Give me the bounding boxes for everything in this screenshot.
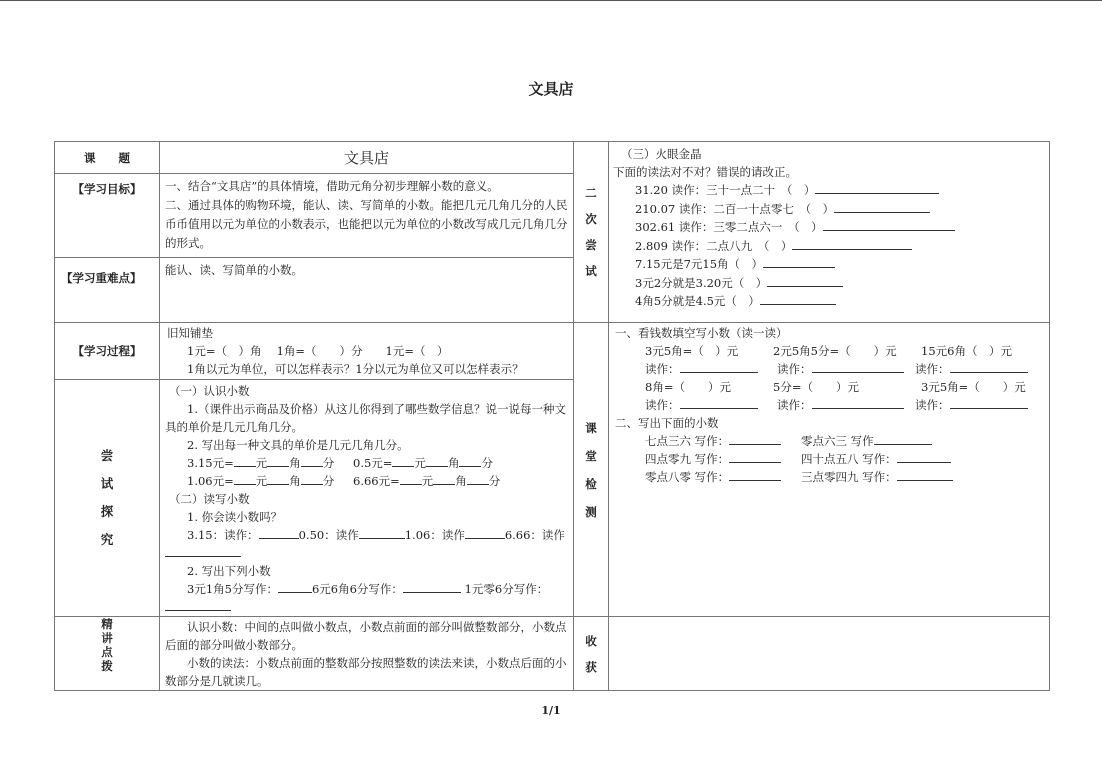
price-row: 1.06元= 元 角 分 6.66元= 元 角 分	[187, 474, 501, 488]
gains-label: 收 获	[574, 617, 609, 691]
gains-area	[609, 617, 1050, 691]
key-points-text: 能认、读、写简单的小数。	[160, 258, 574, 323]
write-row: 四点零九 写作： 四十点五八 写作：	[615, 450, 1045, 468]
lesson-plan-table	[54, 141, 1050, 691]
read-items: 3.15：读作： 0.50：读作 1.06：读作 6.66：读作	[165, 526, 568, 562]
write-row: 七点三六 写作： 零点六三 写作	[615, 432, 1045, 450]
classroom-check-label: 课 堂 检 测	[574, 323, 609, 617]
review-section	[160, 323, 574, 380]
review-line: 1角以元为单位，可以怎样表示？1分以元为单位又可以怎样表示？	[187, 362, 524, 376]
goals-label: 【学习目标】	[55, 174, 160, 258]
fire-item: 7.15元是7元15角（ ）	[635, 255, 1045, 274]
page-title: 文具店	[528, 80, 574, 98]
fire-item: 210.07 读作：二百一十点零七 （ ）	[635, 200, 1045, 219]
review-title: 旧知铺垫	[167, 326, 213, 340]
explore-section	[160, 380, 574, 617]
classroom-check-section	[609, 323, 1050, 617]
fire-instruction: 下面的读法对不对？错误的请改正。	[613, 165, 797, 179]
question: 2. 写出下列小数	[187, 564, 271, 578]
price-row: 3.15元= 元 角 分 0.5元= 元 角 分	[187, 456, 493, 470]
header-rule	[0, 0, 1102, 1]
fire-item: 3元2分就是3.20元（ ）	[635, 274, 1045, 293]
fire-eye-section	[609, 142, 1050, 323]
question: 1.（课件出示商品及价格）从这儿你得到了哪些数学信息？说一说每一种文具的单价是几元几角几分。	[165, 402, 566, 434]
money-row: 3元5角=（ ）元 2元5角5分=（ ）元 15元6角（ ）元	[645, 344, 1012, 358]
money-row: 8角=（ ）元 5分=（ ）元 3元5角=（ ）元	[645, 380, 1026, 394]
page-number: 1/1	[541, 704, 561, 717]
goals-text: 一、结合“文具店”的具体情境，借助元角分初步理解小数的意义。 二、通过具体的购物环境，能认、读、写简单的小数。能把几元几角几分的人民币币值用以元为单位的小数表示，也能把以元为单位的小数改写成几元几角几分的形式。	[160, 174, 574, 258]
read-row: 读作： 读作： 读作：	[615, 396, 1045, 414]
check-section-2: 二、写出下面的小数	[615, 416, 719, 430]
section-1-title: （一）认识小数	[169, 384, 250, 398]
write-items: 3元1角5分写作： 6元6角6分写作： 1元零6分写作：	[165, 580, 568, 616]
key-explanation-text: 认识小数：中间的点叫做小数点，小数点前面的部分叫做整数部分，小数点后面的部分叫做小数部分。 小数的读法：小数点前面的整数部分按照整数的读法来读，小数点后面的小数部分是几就读几。	[160, 617, 574, 691]
write-row: 零点八零 写作： 三点零四九 写作：	[615, 468, 1045, 486]
second-try-label: 二 次 尝 试	[574, 142, 609, 323]
question: 2. 写出每一种文具的单价是几元几角几分。	[187, 438, 409, 452]
topic-value: 文具店	[160, 142, 574, 174]
explore-label: 尝 试 探 究	[55, 380, 160, 617]
key-points-label: 【学习重难点】	[55, 258, 160, 323]
fire-item: 4角5分就是4.5元（ ）	[635, 292, 1045, 311]
fire-title: （三）火眼金晶	[621, 147, 702, 161]
fire-item: 31.20 读作：三十一点二十 （ ）	[635, 181, 1045, 200]
read-row: 读作： 读作： 读作：	[615, 360, 1045, 378]
process-label: 【学习过程】	[55, 323, 160, 380]
section-2-title: （二）读写小数	[169, 492, 250, 506]
review-line: 1元=（ ）角 1角=（ ）分 1元=（ ）	[187, 344, 449, 358]
fire-item: 302.61 读作：三零二点六一 （ ）	[635, 218, 1045, 237]
key-explanation-label: 精 讲 点 拨	[55, 617, 160, 691]
check-section-1: 一、看钱数填空写小数（读一读）	[615, 326, 788, 340]
topic-label: 课 题	[55, 142, 160, 174]
fire-item: 2.809 读作：二点八九 （ ）	[635, 237, 1045, 256]
question: 1. 你会读小数吗？	[187, 510, 283, 524]
